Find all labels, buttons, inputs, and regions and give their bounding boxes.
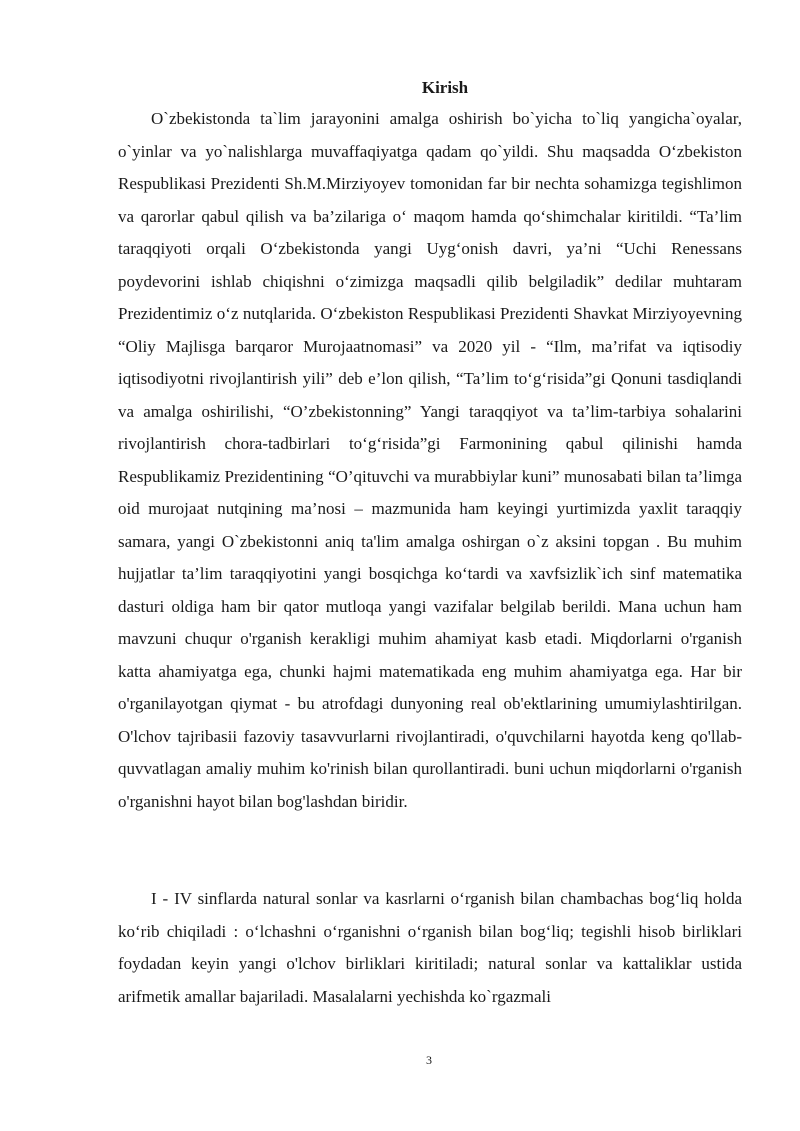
paragraph-second: I - IV sinflarda natural sonlar va kasrlarni o‘rganish bilan chambachas bog‘liq holda ko‘rib chiqiladi : o‘lchashni o‘rganishni o‘rganish bilan bog‘liq; tegishli hisob birliklari foydadan keyin yangi o'lchov birliklari kiritiladi; natural sonlar va kattaliklar ustida arifmetik amallar bajariladi. Masalalarni yechishda ko`rgazmali [118, 889, 742, 1006]
paragraph-intro: O`zbekistonda ta`lim jarayonini amalga oshirish bo`yicha to`liq yangicha`oyalar, o`yinlar va yo`nalishlarga muvaffaqiyatga qadam qo`yildi. Shu maqsadda O‘zbekiston Respublikasi Prezidenti Sh.M.Mirziyoyev tomonidan far bir nechta sohamizga tegishlimon va qarorlar qabul qilish va ba’zilariga o‘ maqom hamda qo‘shimchalar kiritildi. “Ta’lim taraqqiyoti orqali O‘zbekistonda yangi Uyg‘onish davri, ya’ni “Uchi Renessans poydevorini ishlab chiqishni o‘zimizga maqsadli qilib belgiladik” dedilar muhtaram Prezidentimiz o‘z nutqlarida. O‘zbekiston Respublikasi Prezidenti Shavkat Mirziyoyevning “Oliy Majlisga barqaror Murojaatnomasi” va 2020 yil - “Ilm, ma’rifat va iqtisodiy iqtisodiyotni rivojlantirish yili” deb e’lon qilish, “Ta’lim to‘g‘risida”gi Qonuni tasdiqlandi va amalga oshirilishi, “O’zbekistonning” Yangi taraqqiyot va ta’lim-tarbiya sohalarini rivojlantirish chora-tadbirlari to‘g‘risida”gi Farmonining qabul qilinishi hamda Respublikamiz Prezidentining “O’qituvchi va murabbiylar kuni” munosabati bilan ta’limga oid murojaat nutqining ma’nosi – mazmunida ham keyingi yurtimizda yaxlit taraqqiy samara, yangi O`zbekistonni aniq ta'lim amalga oshirgan o`z aksini topgan . Bu muhim hujjatlar ta’lim taraqqiyotini yangi bosqichga ko‘tardi va xavfsizlik`ich sinf matematika dasturi oldiga ham bir qator mutloqa yangi vazifalar belgilab berildi. Mana uchun ham mavzuni chuqur o'rganish kerakligi muhim ahamiyat kasb etadi. Miqdorlarni o'rganish katta ahamiyatga ega, chunki hajmi matematikada eng muhim ahamiyatga ega. Har bir o'rganilayotgan qiymat - bu atrofdagi dunyoning real ob'ektlarining umumiylashtirilgan. O'lchov tajribasii fazoviy tasavvurlarni rivojlantiradi, o'quvchilarni hayotda keng qo'llab-quvvatlagan amaliy muhim ko'rinish bilan qurollantiradi. buni uchun miqdorlarni o'rganish o'rganishni hayot bilan bog'lashdan biridir. [118, 109, 742, 811]
page-number: 3 [426, 1053, 432, 1067]
section-heading: Kirish [421, 78, 469, 97]
